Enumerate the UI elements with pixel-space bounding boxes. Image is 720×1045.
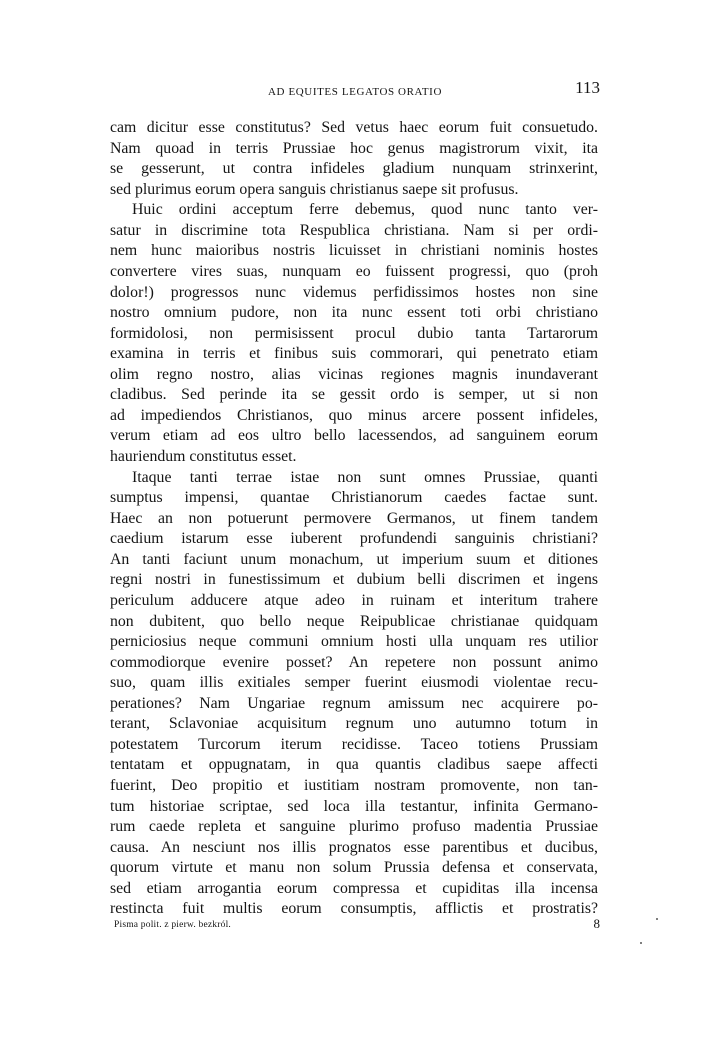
text-line: regni nostri in funestissimum et dubium belli discrimen et ingens bbox=[110, 571, 598, 589]
running-title: AD EQUITES LEGATOS ORATIO bbox=[268, 86, 442, 98]
running-head bbox=[110, 78, 600, 104]
text-line: restincta fuit multis eorum consumptis, afflictis et prostratis? bbox=[110, 900, 598, 918]
text-line: sumptus impensi, quantae Christianorum caedes factae sunt. bbox=[110, 489, 598, 507]
text-line: sed plurimus eorum opera sanguis christianus saepe sit profusus. bbox=[110, 180, 519, 198]
text-line: fuerint, Deo propitio et iustitiam nostram promovente, non tan- bbox=[110, 777, 598, 794]
page-number: 113 bbox=[575, 78, 600, 97]
text-line: potestatem Turcorum iterum recidisse. Taceo totiens Prussiam bbox=[110, 735, 598, 753]
text-line: perniciosius neque communi omnium hosti ulla unquam res utilior bbox=[110, 633, 598, 651]
text-line: commodiorque evenire posset? An repetere non possunt animo bbox=[110, 653, 598, 671]
page-footer bbox=[114, 918, 600, 938]
text-line: Nam quoad in terris Prussiae hoc genus magistrorum vixit, ita bbox=[110, 139, 598, 157]
text-line: hauriendum constitutus esset. bbox=[110, 448, 297, 465]
text-line: satur in discrimine tota Respublica christiana. Nam si per ordi- bbox=[110, 221, 598, 239]
text-line: se gesserunt, ut contra infideles gladium nunquam strinxerint, bbox=[110, 160, 598, 178]
text-line: cladibus. Sed perinde ita se gessit ordo is semper, ut si non bbox=[110, 386, 598, 404]
text-line: perationes? Nam Ungariae regnum amissum nec acquirere po- bbox=[110, 694, 598, 712]
text-line: causa. An nesciunt nos illis prognatos esse parentibus et ducibus, bbox=[110, 838, 598, 856]
text-line: tum historiae scriptae, sed loca illa testantur, infinita Germano- bbox=[110, 797, 598, 815]
text-line: nem hunc maioribus nostris licuisset in christiani nominis hostes bbox=[110, 242, 598, 260]
text-line: examina in terris et finibus suis commorari, qui penetrato etiam bbox=[110, 345, 598, 363]
text-line: ad impediendos Christianos, quo minus arcere possent infideles, bbox=[110, 406, 598, 424]
text-line: convertere vires suas, nunquam eo fuissent progressi, quo (proh bbox=[110, 262, 598, 280]
text-line: Huic ordini acceptum ferre debemus, quod nunc tanto ver- bbox=[132, 201, 598, 219]
text-line: verum etiam ad eos ultro bello lacessendos, ad sanguinem eorum bbox=[110, 427, 598, 445]
scan-speck bbox=[656, 918, 658, 920]
text-line: rum caede repleta et sanguine plurimo profuso madentia Prussiae bbox=[110, 818, 598, 836]
signature-mark: 8 bbox=[593, 916, 600, 931]
text-line: caedium istarum esse iuberent profundendi sanguinis christiani? bbox=[110, 530, 598, 548]
text-line: quorum virtute et manu non solum Prussia defensa et conservata, bbox=[110, 859, 598, 877]
text-line: olim regno nostro, alias vicinas regiones magnis inundaverant bbox=[110, 365, 598, 383]
text-line: Haec an non potuerunt permovere Germanos, ut finem tandem bbox=[110, 509, 598, 527]
text-line: tentatam et oppugnatam, in qua quantis cladibus saepe affecti bbox=[110, 756, 598, 774]
text-line: Itaque tanti terrae istae non sunt omnes Prussiae, quanti bbox=[132, 468, 598, 486]
text-line: An tanti faciunt unum monachum, ut imperium suum et ditiones bbox=[110, 550, 598, 568]
text-line: nostro omnium pudore, non ita nunc essent toti orbi christiano bbox=[110, 304, 598, 322]
text-line: formidolosi, non permisissent procul dubio tanta Tartarorum bbox=[110, 324, 598, 342]
text-line: cam dicitur esse constitutus? Sed vetus haec eorum fuit consuetudo. bbox=[110, 119, 598, 136]
text-line: sed etiam arrogantia eorum compressa et cupiditas illa incensa bbox=[110, 879, 598, 897]
body-text bbox=[110, 118, 598, 920]
text-line: dolor!) progressos nunc videmus perfidissimos hostes non sine bbox=[110, 283, 598, 301]
scan-speck bbox=[640, 942, 642, 944]
text-line: non dubitent, quo bello neque Reipublicae christianae quidquam bbox=[110, 612, 598, 630]
footer-source-note: Pisma polit. z pierw. bezkról. bbox=[114, 920, 231, 930]
text-line: suo, quam illis exitiales semper fuerint eiusmodi violentae recu- bbox=[110, 674, 598, 692]
text-line: periculum adducere atque adeo in ruinam et interitum trahere bbox=[110, 591, 598, 609]
text-line: terant, Sclavoniae acquisitum regnum uno autumno totum in bbox=[110, 715, 598, 733]
